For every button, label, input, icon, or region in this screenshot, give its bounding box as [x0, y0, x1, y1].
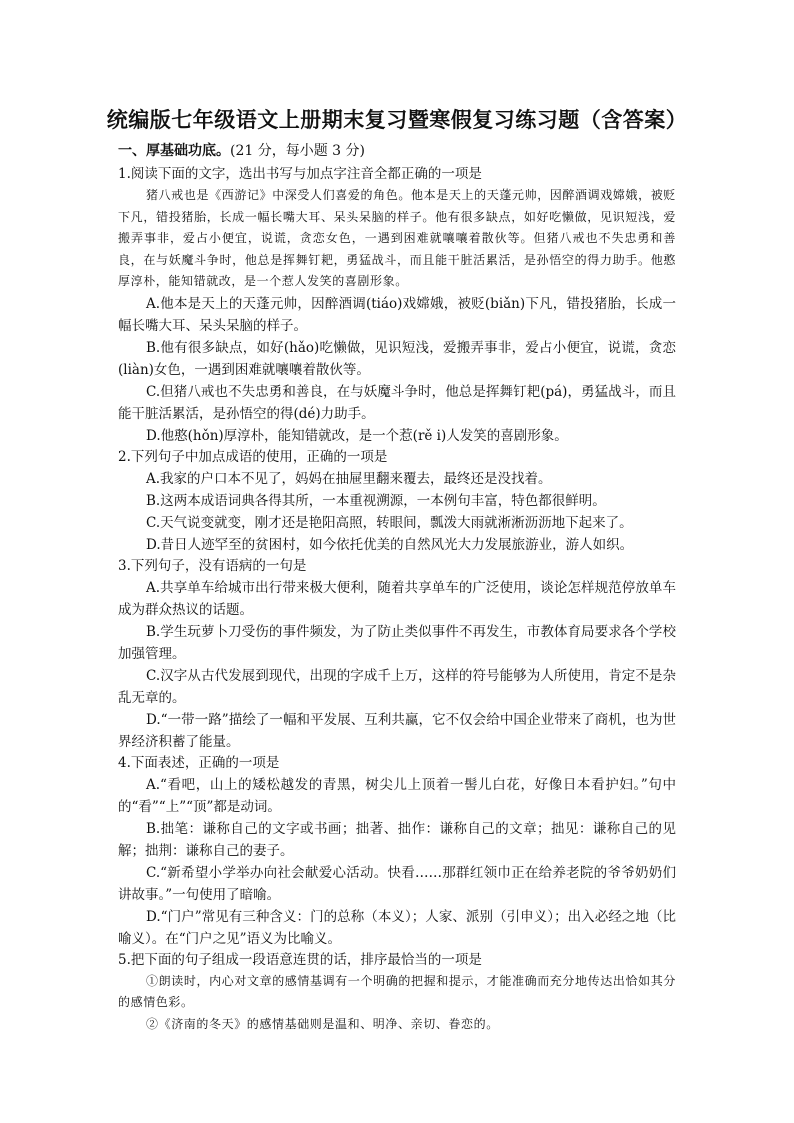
option-b: B.学生玩萝卜刀受伤的事件频发，为了防止类似事件不再发生，市教体育局要求各个学校加强管理。	[118, 623, 676, 662]
option-c: C.汉字从古代发展到现代，出现的字成千上万，这样的符号能够为人所使用，肯定不是杂乱无章的。	[118, 667, 676, 706]
option-c: C.“新希望小学举办向社会献爱心活动。快看……那群红领巾正在给养老院的爷爷奶奶们讲故事。”一句使用了暗喻。	[118, 864, 676, 903]
option-d: D.他憨(hǒn)厚淳朴，能知错就改，是一个惹(rě i)人发笑的喜剧形象。	[146, 427, 568, 444]
section-score-note: (21 分，每小题 3 分)	[230, 143, 365, 159]
option-c: C.但猪八戒也不失忠勇和善良，在与妖魔斗争时，他总是挥舞钉耙(pá)，勇猛战斗，而且能干脏活累活，是孙悟空的得(dé)力助手。	[118, 383, 676, 422]
question-stem: 2.下列句子中加点成语的使用，正确的一项是	[118, 448, 388, 465]
option-b: B.他有很多缺点，如好(hǎo)吃懒做，见识短浅，爱搬弄事非，爱占小便宜，说谎，贪恋(liàn)女色，一遇到困难就嚷嚷着散伙等。	[118, 339, 676, 378]
option-a: A.共享单车给城市出行带来极大便利，随着共享单车的广泛使用，谈论怎样规范停放单车成为群众热议的话题。	[118, 579, 676, 618]
question-stem: 4.下面表述，正确的一项是	[118, 754, 280, 771]
question-1	[118, 164, 676, 447]
question-5	[118, 950, 676, 1036]
question-3	[118, 556, 676, 753]
page-title: 统编版七年级语文上册期末复习暨寒假复习练习题（含答案）	[106, 108, 688, 132]
question-list	[118, 164, 676, 1035]
question-stem: 1.阅读下面的文字，选出书写与加点字注音全都正确的一项是	[118, 166, 482, 182]
section-heading	[118, 140, 365, 160]
sentence-1: ①朗读时，内心对文章的感情基调有一个明确的把握和提示，才能准确而充分地传达出恰如其分的感情色彩。	[118, 973, 676, 1009]
option-c: C.天气说变就变，刚才还是艳阳高照，转眼间，瓢泼大雨就淅淅沥沥地下起来了。	[146, 514, 633, 531]
section-title: 一、厚基础功底。	[118, 143, 230, 159]
option-a: A.我家的户口本不见了，妈妈在抽屉里翻来覆去，最终还是没找着。	[146, 470, 552, 487]
option-b: B.这两本成语词典各得其所，一本重视溯源，一本例句丰富，特色都很鲜明。	[146, 492, 606, 509]
question-stem: 3.下列句子，没有语病的一句是	[118, 557, 307, 574]
reading-passage: 猪八戒也是《西游记》中深受人们喜爱的角色。他本是天上的天蓬元帅，因醉酒调戏嫦娥，被贬下凡，错投猪胎，长成一幅长嘴大耳、呆头呆脑的样子。他有很多缺点，如好吃懒做，见识短浅，爱搬弄事非，爱占小便宜，说谎，贪恋女色，一遇到困难就嚷嚷着散伙等。但猪八戒也不失忠勇和善良，在与妖魔斗争时，他总是挥舞钉耙，勇猛战斗，而且能干脏活累活，是孙悟空的得力助手。他憨厚淳朴，能知错就改，是一个惹人发笑的喜剧形象。	[118, 188, 676, 288]
sentence-2: ②《济南的冬天》的感情基础则是温和、明净、亲切、眷恋的。	[146, 1016, 499, 1031]
question-2	[118, 447, 676, 556]
option-d: D.“一带一路”描绘了一幅和平发展、互利共赢，它不仅会给中国企业带来了商机，也为世界经济积蓄了能量。	[118, 711, 676, 750]
question-stem: 5.把下面的句子组成一段语意连贯的话，排序最恰当的一项是	[118, 951, 482, 968]
option-d: D.昔日人迹罕至的贫困村，如今依托优美的自然风光大力发展旅游业，游人如织。	[146, 536, 634, 553]
option-d: D.“门户”常见有三种含义：门的总称（本义）；人家、派别（引申义）；出入必经之地（比喻义）。在“门户之见”语义为比喻义。	[118, 908, 676, 947]
option-b: B.拙笔：谦称自己的文字或书画；拙著、拙作：谦称自己的文章；拙见：谦称自己的见解；拙荆：谦称自己的妻子。	[118, 820, 676, 859]
option-a: A.他本是天上的天蓬元帅，因醉酒调(tiáo)戏嫦娥，被贬(biǎn)下凡，错投猪胎，长成一幅长嘴大耳、呆头呆脑的样子。	[118, 295, 676, 334]
option-a: A.“看吧，山上的矮松越发的青黑，树尖儿上顶着一髻儿白花，好像日本看护妇。”句中的“看”“上”“顶”都是动词。	[118, 776, 676, 815]
question-4	[118, 753, 676, 950]
